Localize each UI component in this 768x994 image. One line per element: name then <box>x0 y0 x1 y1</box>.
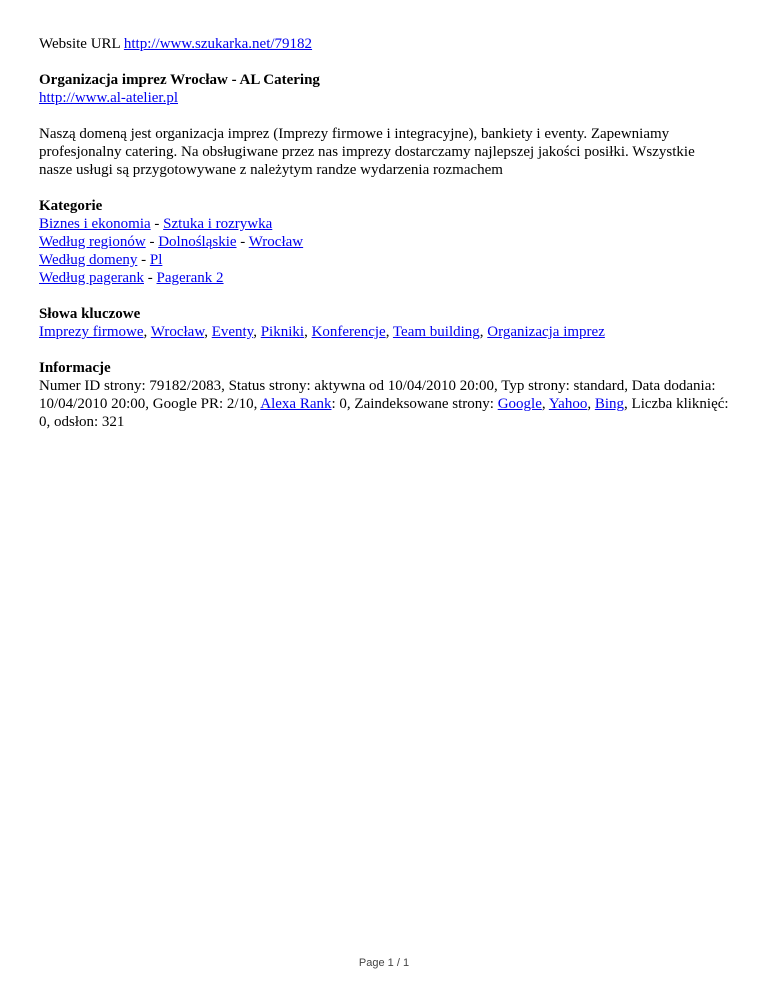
separator: , <box>204 324 212 340</box>
google-link[interactable]: Google <box>497 396 542 412</box>
url-link[interactable]: http://www.szukarka.net/79182 <box>123 36 313 52</box>
category-link[interactable]: Według domeny <box>39 252 138 268</box>
separator: , <box>479 324 488 340</box>
separator: , <box>143 324 151 340</box>
keyword-link[interactable]: Team building <box>392 324 480 340</box>
info-section <box>39 359 729 431</box>
separator: - <box>137 252 150 268</box>
category-row <box>39 251 729 269</box>
keyword-link[interactable]: Imprezy firmowe <box>39 324 144 340</box>
url-section <box>39 35 729 53</box>
categories-heading: Kategorie <box>39 198 103 214</box>
category-row <box>39 269 729 287</box>
site-description: Naszą domeną jest organizacja imprez (Imprezy firmowe i integracyjne), bankiety i eventy. Zapewniamy profesjonalny catering. Na obsługiwane przez nas imprezy dostarczamy najlepszej jakości posiłki. Wszystkie nasze usługi są przygotowywane z należytym randze wydarzenia rozmachem <box>39 126 695 178</box>
category-link[interactable]: Według pagerank <box>39 270 144 286</box>
site-title: Organizacja imprez Wrocław - AL Catering <box>39 72 320 88</box>
bing-link[interactable]: Bing <box>594 396 625 412</box>
separator: - <box>150 216 164 232</box>
url-label: Website URL <box>39 36 121 52</box>
info-text-part: , Liczba kliknięć: 0, odsłon: 321 <box>39 396 729 430</box>
info-text-part: Numer ID strony: 79182/2083, Status strony: aktywna od 10/04/2010 20:00, Typ strony: standard, Data dodania: 10/04/2010 20:00, Google PR: 2/10, <box>39 378 716 412</box>
keyword-link[interactable]: Konferencje <box>311 324 386 340</box>
category-link[interactable]: Wrocław <box>248 234 304 250</box>
description-section <box>39 125 729 179</box>
keyword-link[interactable]: Wrocław <box>150 324 205 340</box>
category-link[interactable]: Pl <box>149 252 163 268</box>
url-line <box>39 35 729 53</box>
separator: - <box>145 234 159 250</box>
site-link[interactable]: http://www.al-atelier.pl <box>39 90 178 106</box>
separator: , <box>587 396 595 412</box>
separator: , <box>541 396 549 412</box>
page-number: Page 1 / 1 <box>358 957 410 969</box>
info-text-part: : 0, Zaindeksowane strony: <box>331 396 498 412</box>
separator: - <box>144 270 157 286</box>
category-link[interactable]: Dolnośląskie <box>158 234 237 250</box>
yahoo-link[interactable]: Yahoo <box>548 396 588 412</box>
info-text <box>39 377 729 431</box>
separator: , <box>385 324 393 340</box>
category-list <box>39 215 729 287</box>
category-link[interactable]: Według regionów <box>39 234 146 250</box>
keyword-link[interactable]: Eventy <box>211 324 254 340</box>
category-link[interactable]: Biznes i ekonomia <box>39 216 151 232</box>
alexa-rank-link[interactable]: Alexa Rank <box>260 396 332 412</box>
separator: - <box>236 234 249 250</box>
categories-section <box>39 197 729 287</box>
document-page <box>39 35 729 431</box>
keyword-list <box>39 323 729 341</box>
category-link[interactable]: Sztuka i rozrywka <box>163 216 273 232</box>
category-row <box>39 215 729 233</box>
site-section <box>39 71 729 107</box>
separator: , <box>253 324 261 340</box>
separator: , <box>304 324 312 340</box>
keyword-link[interactable]: Organizacja imprez <box>487 324 605 340</box>
keywords-heading: Słowa kluczowe <box>39 306 141 322</box>
keyword-link[interactable]: Pikniki <box>260 324 305 340</box>
keywords-section <box>39 305 729 341</box>
category-row <box>39 233 729 251</box>
info-heading: Informacje <box>39 360 111 376</box>
site-link-line <box>39 89 729 107</box>
category-link[interactable]: Pagerank 2 <box>156 270 224 286</box>
